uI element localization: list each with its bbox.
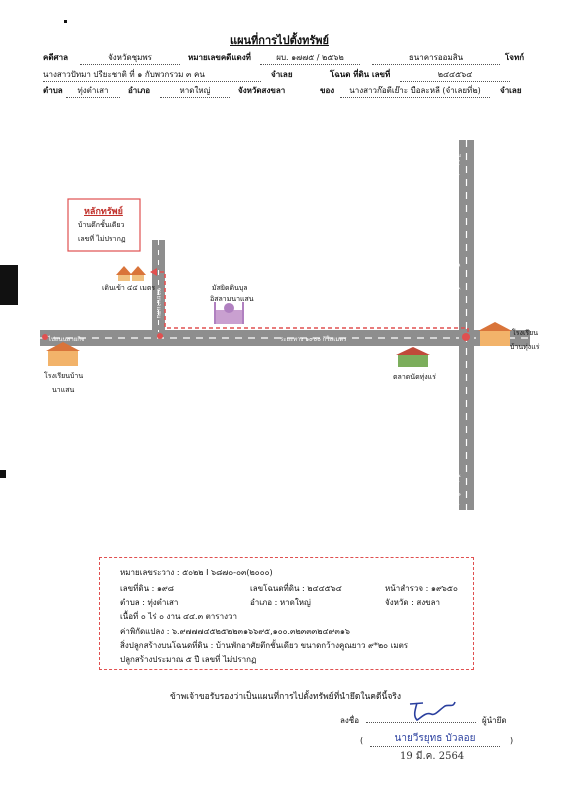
property-description: บ้านตึกชั้นเดียว xyxy=(78,221,125,229)
case-no-value: ผบ. ๑๗๗๕ / ๒๕๖๒ xyxy=(260,51,360,65)
court-value: จังหวัดชุมพร xyxy=(80,51,180,65)
lane-label: ซอยนาแสน xyxy=(155,287,163,319)
property-house-no: เลขที่ ไม่ปรากฏ xyxy=(78,235,126,243)
market-label: ตลาดนัดทุ่งแร่ xyxy=(393,373,436,381)
open-paren: ( xyxy=(360,736,364,745)
info-province: จังหวัด : สงขลา xyxy=(385,598,440,607)
signature-date: 19 มี.ค. 2564 xyxy=(400,751,465,762)
road-right-top-label: ไปทุ่งแร่ xyxy=(453,154,461,176)
road-right-mid-label: ถนนลพบุรีราเมศวร์ xyxy=(452,240,460,290)
owner-value: นางสาวก๊อตีเย๊าะ บือละหลี (จำเลยที่๒) xyxy=(340,84,490,98)
district-value: หาดใหญ่ xyxy=(160,84,230,98)
house-icon-1 xyxy=(116,266,132,275)
court-label: คดีศาล xyxy=(43,53,69,62)
pin-lane xyxy=(157,333,163,339)
signer-name: นายวีรยุทธ บัวลอย xyxy=(370,731,500,747)
school-left-label-1: โรงเรียนบ้าน xyxy=(44,372,84,380)
market-icon xyxy=(398,355,428,367)
close-paren: ) xyxy=(510,736,514,745)
school-right-label-2: บ้านทุ่งแร่ xyxy=(510,343,540,351)
plaintiff-label: โจทก์ xyxy=(505,53,525,62)
land-number: เลขที่ดิน : ๑๙๘ xyxy=(120,584,174,593)
property-title: หลักทรัพย์ xyxy=(84,207,123,217)
province-label: จังหวัดสงขลา xyxy=(238,86,286,95)
mosque-label-2: อิสลามนาแสน xyxy=(210,295,254,303)
coordinates: ค่าพิกัดแปลง : ๖.๙๗๗๗๔๕๒๕๒๒๓๑๖๖๙๕,๑๐๐.๓๒๓๓๓๒๔๙๓๑๖ xyxy=(120,627,350,636)
deed-label: โฉนด ที่ดิน เลขที่ xyxy=(330,70,391,79)
road-left-label: ไปถนนสายกิจ xyxy=(48,336,85,343)
page-title: แผนที่การไปตั้งทรัพย์ xyxy=(230,34,329,47)
building-description: สิ่งปลูกสร้างบนโฉนดที่ดิน : บ้านพักอาศัยตึกชั้นเดียว ขนาดกว้างคูณยาว ๙*๒๐ เมตร xyxy=(120,641,409,650)
subdistrict-value: ทุ่งตำเสา xyxy=(66,84,120,98)
deed-number: เลขโฉนดที่ดิน : ๒๔๔๕๖๔ xyxy=(250,584,342,593)
handwritten-signature xyxy=(405,696,465,726)
info-district: อำเภอ : หาดใหญ่ xyxy=(250,598,311,607)
defendant-label: จำเลย xyxy=(271,70,293,79)
defendant-value: นางสาวปัทมา ปรียะชาติ ที่ ๑ กับพวกรวม ๓ คน xyxy=(43,68,261,82)
case-no-label: หมายเลขคดีแดงที่ xyxy=(188,53,251,62)
land-info-box xyxy=(99,557,474,670)
school-left-label-2: นาแสน xyxy=(52,386,75,394)
mosque-label-1: มัสยิดดินบุล xyxy=(212,284,248,292)
house-icon-2 xyxy=(130,266,146,275)
certification-text: ข้าพเจ้าขอรับรองว่าเป็นแผนที่การไปตั้งทรัพย์ที่นำยึดในคดีนี้จริง xyxy=(170,692,402,702)
school-right-icon xyxy=(480,331,510,346)
land-area: เนื้อที่ ๐ ไร่ ๐ งาน ๔๔.๓ ตารางวา xyxy=(120,612,237,621)
school-left-icon xyxy=(48,351,78,366)
signer-role: ผู้นำยึด xyxy=(482,716,507,725)
district-label: อำเภอ xyxy=(128,86,151,95)
survey-map-no: หมายเลขระวาง : ๕๐๒๒ I ๖๘๗๐-๐๓(๒๐๐๐) xyxy=(120,568,273,577)
building-age: ปลูกสร้างประมาณ ๕ ปี เลขที่ ไม่ปรากฏ xyxy=(120,655,257,664)
pin-junction xyxy=(462,333,470,341)
owner-label: ของ xyxy=(320,86,335,95)
road-distance-label: ระยะทาง ๑๙๐๐ กิโลเมตร xyxy=(280,336,347,343)
deed-value: ๒๔๔๕๖๔ xyxy=(400,68,510,82)
plaintiff-value: ธนาคารออมสิน xyxy=(372,51,500,65)
subdistrict-label: ตำบล xyxy=(43,86,63,95)
school-right-label-1: โรงเรียน xyxy=(512,329,538,337)
info-subdistrict: ตำบล : ทุ่งตำเสา xyxy=(120,598,179,607)
road-right-bottom-label: ไปหาดใหญ่ xyxy=(453,474,461,506)
house-distance-label: เดินเข้า ๔๔ เมตร xyxy=(102,284,156,292)
survey-sheet: หน้าสำรวจ : ๑๙๖๕๐ xyxy=(385,584,458,593)
owner-suffix: จำเลย xyxy=(500,86,522,95)
route-path xyxy=(155,272,468,332)
sign-label: ลงชื่อ xyxy=(340,716,360,725)
